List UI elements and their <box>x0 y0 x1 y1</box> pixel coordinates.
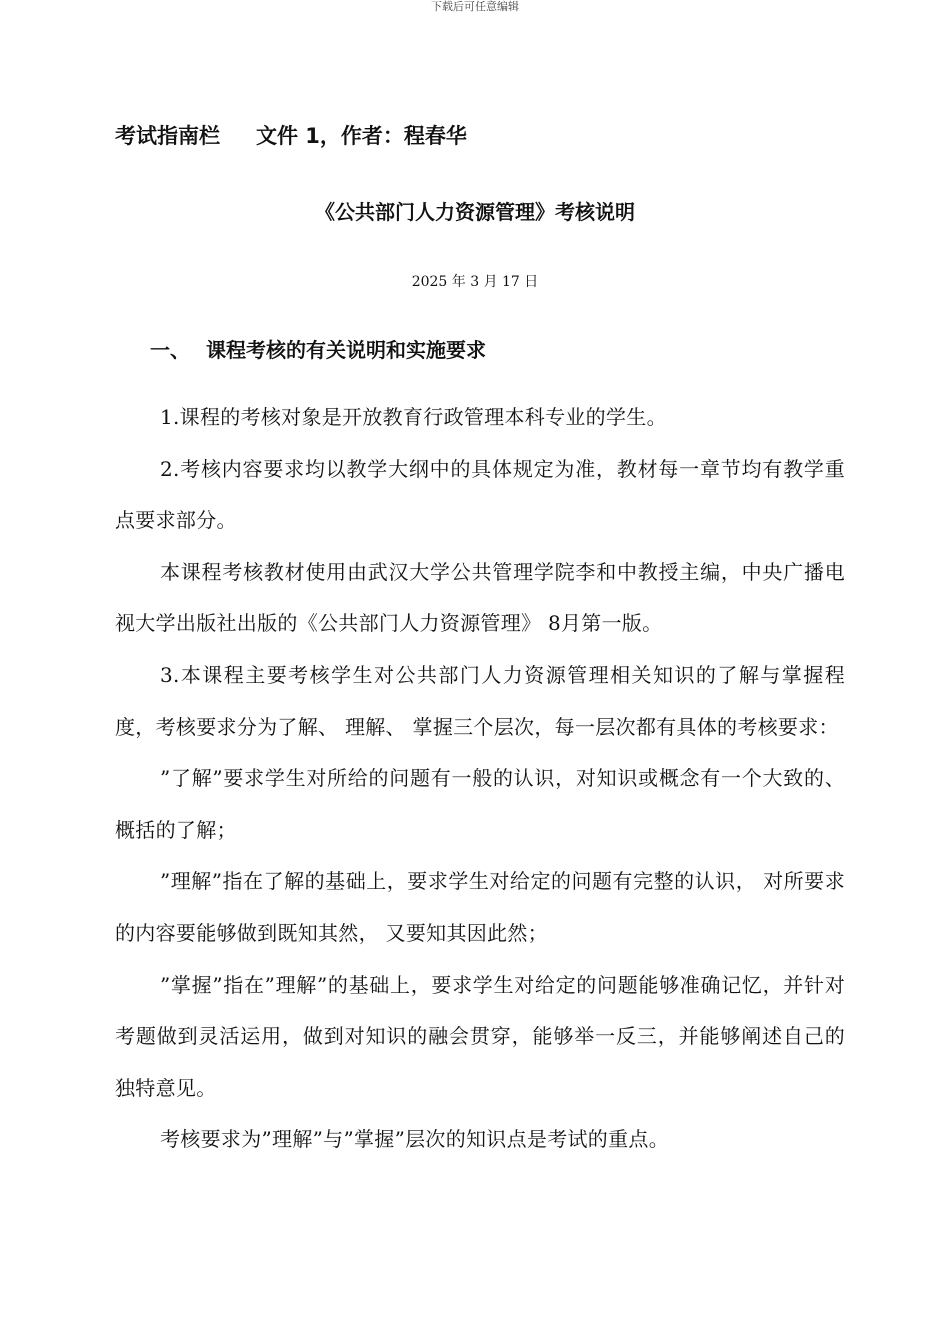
file-author-label: 文件 1，作者：程春华 <box>256 124 467 148</box>
paragraph-6: ”理解”指在了解的基础上，要求学生对给定的问题有完整的认识， 对所要求的内容要能够做到既知其然， 又要知其因此然； <box>115 869 845 945</box>
paragraph-5: ”了解”要求学生对所给的问题有一般的认识，对知识或概念有一个大致的、 概括的了解； <box>115 766 845 842</box>
watermark-text: 下载后可任意编辑 <box>431 0 519 13</box>
section-heading <box>150 334 486 363</box>
document-title: 《公共部门人力资源管理》考核说明 <box>315 200 635 224</box>
paragraph-8: 考核要求为”理解”与”掌握”层次的知识点是考试的重点。 <box>160 1127 669 1152</box>
paragraph-1: 1.课程的考核对象是开放教育行政管理本科专业的学生。 <box>160 405 667 429</box>
paragraph-3: 本课程考核教材使用由武汉大学公共管理学院李和中教授主编，中央广播电视大学出版社出版的《公共部门人力资源管理》 8月第一版。 <box>115 559 845 636</box>
paragraph-4: 3.本课程主要考核学生对公共部门人力资源管理相关知识的了解与掌握程度，考核要求分为了解、 理解、 掌握三个层次，每一层次都有具体的考核要求： <box>115 662 845 739</box>
header-line <box>115 120 467 150</box>
document-body <box>115 392 845 1166</box>
section-number: 一、 <box>150 338 190 362</box>
paragraph-2: 2.考核内容要求均以教学大纲中的具体规定为准，教材每一章节均有教学重点要求部分。 <box>115 456 845 533</box>
section-title: 课程考核的有关说明和实施要求 <box>206 338 486 362</box>
document-date: 2025 年 3 月 17 日 <box>411 274 539 290</box>
exam-guide-column-label: 考试指南栏 <box>115 124 220 148</box>
paragraph-7: ”掌握”指在”理解”的基础上，要求学生对给定的问题能够准确记忆，并针对考题做到灵活运用，做到对知识的融会贯穿，能够举一反三，并能够阐述自己的独特意见。 <box>115 972 845 1100</box>
